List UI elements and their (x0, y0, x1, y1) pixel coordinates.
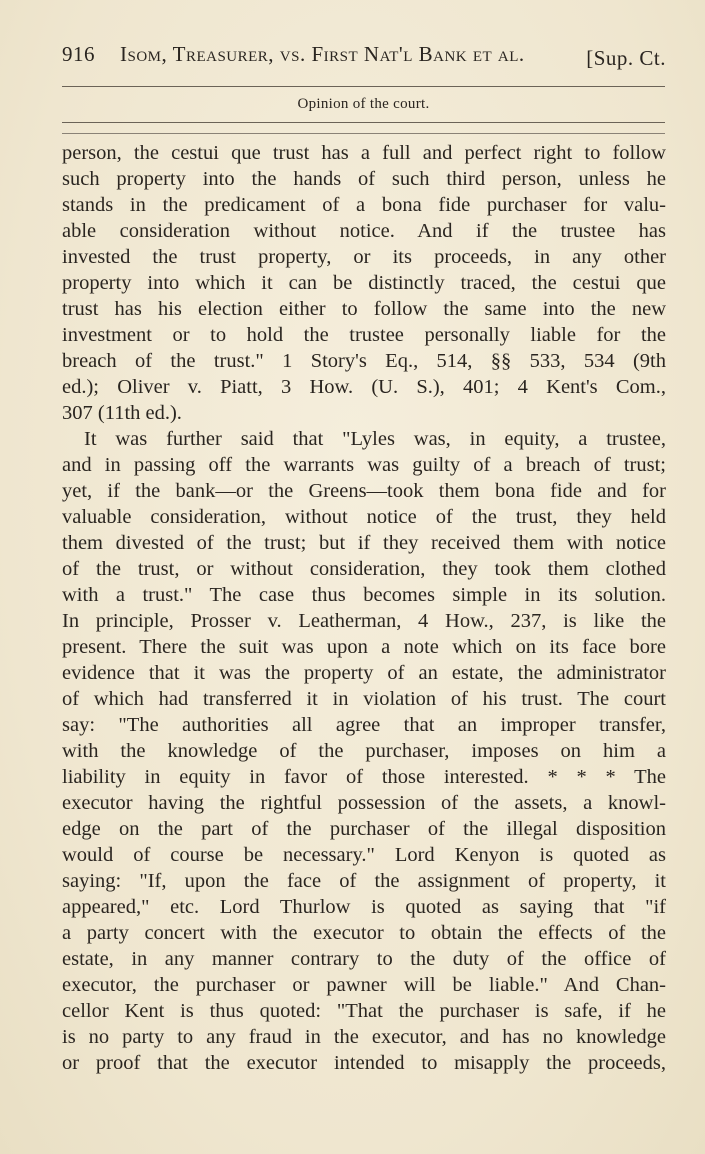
section-rule (62, 122, 665, 123)
text-line: ed.); Oliver v. Piatt, 3 How. (U. S.), 401; 4 Kent's Com., (62, 376, 666, 398)
text-line: valuable consideration, without notice of the trust, they held (62, 506, 666, 528)
text-line: stands in the predicament of a bona fide purchaser for valu- (62, 194, 666, 216)
text-line: investment or to hold the trustee personally liable for the (62, 324, 666, 346)
text-line: with the knowledge of the purchaser, imposes on him a (62, 740, 666, 762)
text-line: would of course be necessary." Lord Kenyon is quoted as (62, 844, 666, 866)
text-line: say: "The authorities all agree that an improper transfer, (62, 714, 666, 736)
text-line: of the trust, or without consideration, they took them clothed (62, 558, 666, 580)
text-line: able consideration without notice. And if the trustee has (62, 220, 666, 242)
text-line: or proof that the executor intended to misapply the proceeds, (62, 1052, 666, 1074)
text-line: person, the cestui que trust has a full and perfect right to follow (62, 142, 666, 164)
text-line: estate, in any manner contrary to the duty of the office of (62, 948, 666, 970)
text-line: a party concert with the executor to obtain the effects of the (62, 922, 666, 944)
text-line: executor, the purchaser or pawner will be liable." And Chan- (62, 974, 666, 996)
running-head (62, 42, 672, 76)
court-designation: [Sup. Ct. (586, 46, 666, 70)
text-line: edge on the part of the purchaser of the illegal disposition (62, 818, 666, 840)
text-line: In principle, Prosser v. Leatherman, 4 How., 237, is like the (62, 610, 666, 632)
text-line: evidence that it was the property of an estate, the administrator (62, 662, 666, 684)
text-line: executor having the rightful possession of the assets, a knowl- (62, 792, 666, 814)
text-line: liability in equity in favor of those interested. * * * The (62, 766, 666, 788)
text-line: with a trust." The case thus becomes simple in its solution. (62, 584, 666, 606)
text-line: 307 (11th ed.). (62, 402, 182, 424)
text-line: such property into the hands of such third person, unless he (62, 168, 666, 190)
section-rule-lower (62, 133, 665, 134)
text-line: invested the trust property, or its proceeds, in any other (62, 246, 666, 268)
text-line: cellor Kent is thus quoted: "That the purchaser is safe, if he (62, 1000, 666, 1022)
text-line: of which had transferred it in violation of his trust. The court (62, 688, 666, 710)
text-line: breach of the trust." 1 Story's Eq., 514, §§ 533, 534 (9th (62, 350, 666, 372)
text-line: saying: "If, upon the face of the assignment of property, it (62, 870, 666, 892)
text-line: trust has his election either to follow the same into the new (62, 298, 666, 320)
text-line: them divested of the trust; but if they received them with notice (62, 532, 666, 554)
page-number: 916 (62, 42, 95, 66)
text-line: is no party to any fraud in the executor, and has no knowledge (62, 1026, 666, 1048)
text-line: and in passing off the warrants was guilty of a breach of trust; (62, 454, 666, 476)
header-rule (62, 86, 665, 87)
opinion-text (62, 140, 666, 1076)
section-heading: Opinion of the court. (297, 96, 430, 112)
text-line: appeared," etc. Lord Thurlow is quoted as saying that "if (62, 896, 666, 918)
text-line: yet, if the bank—or the Greens—took them bona fide and for (62, 480, 666, 502)
case-title: Isom, Treasurer, vs. First Nat'l Bank et al. (120, 42, 525, 66)
text-line: property into which it can be distinctly traced, the cestui que (62, 272, 666, 294)
text-line: It was further said that "Lyles was, in equity, a trustee, (84, 428, 666, 450)
text-line: present. There the suit was upon a note which on its face bore (62, 636, 666, 658)
